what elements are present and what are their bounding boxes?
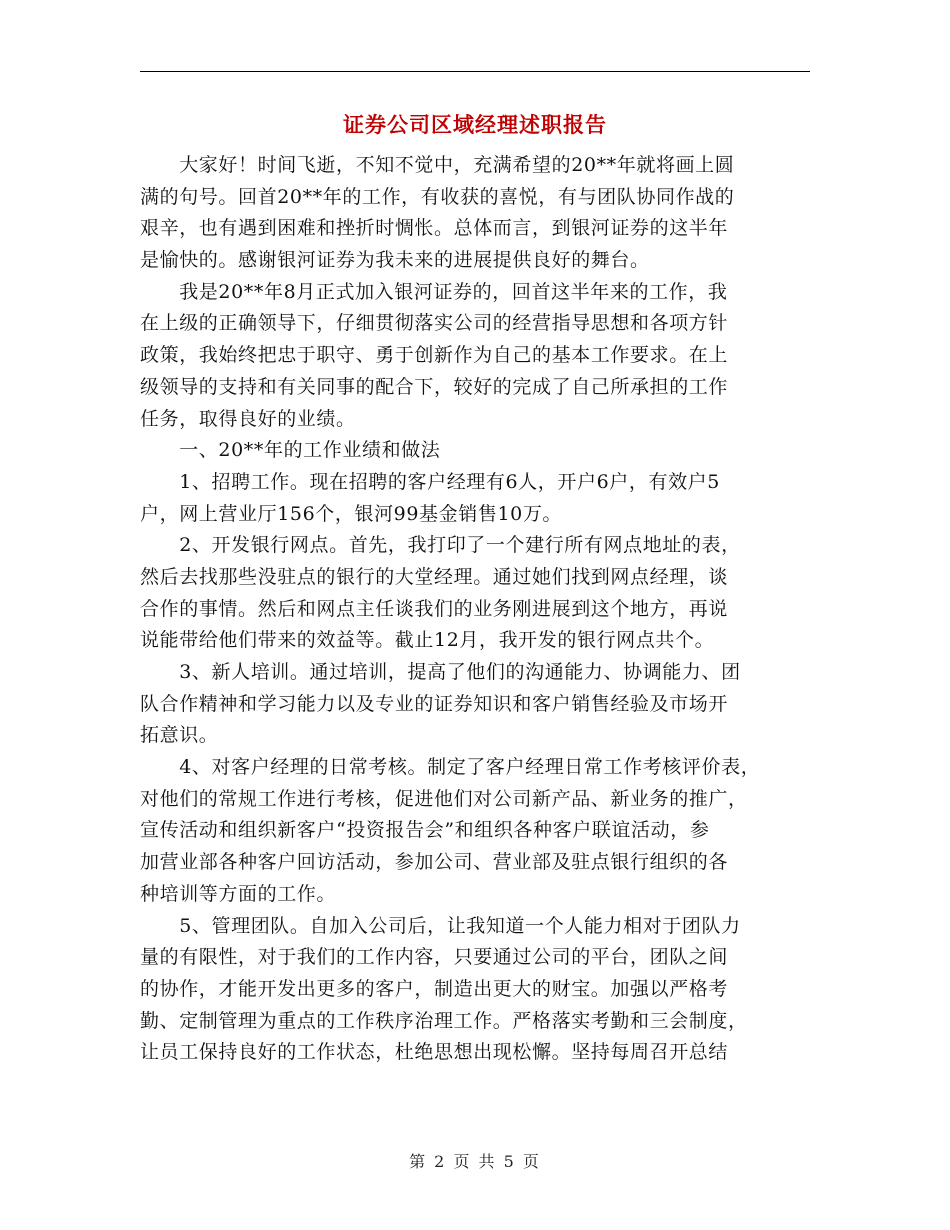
text-line: 3、新人培训。通过培训，提高了他们的沟通能力、协调能力、团 [140,661,741,683]
text-line: 的协作，才能开发出更多的客户，制造出更大的财宝。加强以严格考 [140,977,729,1000]
text-line: 队合作精神和学习能力以及专业的证券知识和客户销售经验及市场开 [140,692,729,715]
text-line: 合作的事情。然后和网点主任谈我们的业务刚进展到这个地方，再说 [140,597,729,620]
text-line: 级领导的支持和有关同事的配合下，较好的完成了自己所承担的工作 [140,375,729,398]
text-line: 加营业部各种客户回访活动，参加公司、营业部及驻点银行组织的各 [140,851,729,874]
text-line: 5、管理团队。自加入公司后，让我知道一个人能力相对于团队力 [140,914,741,937]
text-line: 4、对客户经理的日常考核。制定了客户经理日常工作考核评价表， [140,756,761,779]
document-title: 证券公司区域经理述职报告 [343,113,607,137]
text-line: 艰辛，也有遇到困难和挫折时惆怅。总体而言，到银河证券的这半年 [140,217,729,240]
text-line: 政策，我始终把忠于职守、勇于创新作为自己的基本工作要求。在上 [140,344,729,367]
document-body [140,150,810,1069]
text-line: 1、招聘工作。现在招聘的客户经理有6人，开户6户，有效户5 [140,470,720,493]
text-line: 一、20**年的工作业绩和做法 [140,439,441,462]
text-line: 在上级的正确领导下，仔细贯彻落实公司的经营指导思想和各项方针 [140,312,729,335]
text-line: 让员工保持良好的工作状态，杜绝思想出现松懈。坚持每周召开总结 [140,1041,729,1064]
text-line: 我是20**年8月正式加入银河证券的，回首这半年来的工作，我 [140,280,728,303]
text-line: 说能带给他们带来的效益等。截止12月，我开发的银行网点共个。 [140,629,715,652]
text-line: 对他们的常规工作进行考核，促进他们对公司新产品、新业务的推广， [140,787,748,810]
text-line: 满的句号。回首20**年的工作，有收获的喜悦，有与团队协同作战的 [140,185,735,208]
text-line: 种培训等方面的工作。 [140,882,337,905]
text-line: 然后去找那些没驻点的银行的大堂经理。通过她们找到网点经理，谈 [140,565,729,588]
text-line: 户，网上营业厅156个，银河99基金销售10万。 [140,502,563,525]
text-line: 大家好！时间飞逝，不知不觉中，充满希望的20**年就将画上圆 [140,154,735,176]
text-line: 勤、定制管理为重点的工作秩序治理工作。严格落实考勤和三会制度， [140,1009,748,1032]
page-number: 第 2 页 共 5 页 [409,1152,541,1171]
text-line: 量的有限性，对于我们的工作内容，只要通过公司的平台，团队之间 [140,946,729,969]
text-line: 2、开发银行网点。首先，我打印了一个建行所有网点地址的表， [140,534,741,557]
text-line: 是愉快的。感谢银河证券为我未来的进展提供良好的舞台。 [140,249,650,272]
text-line: 宣传活动和组织新客户“投资报告会”和组织各种客户联谊活动，参 [140,819,710,842]
text-line: 任务，取得良好的业绩。 [140,407,356,430]
text-line: 拓意识。 [140,724,219,747]
header-rule [140,71,810,72]
